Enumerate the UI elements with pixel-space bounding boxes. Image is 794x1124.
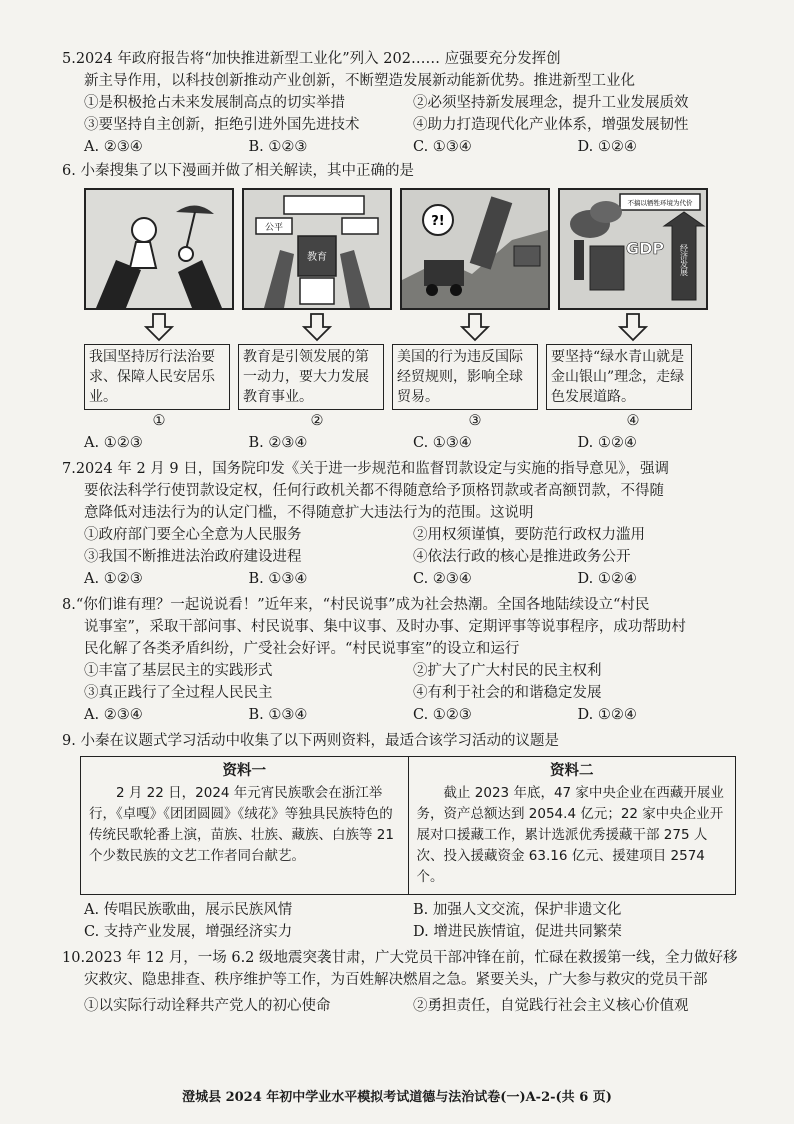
question-9 [62, 730, 742, 943]
q8-line-2: 说事室”，采取干部问事、村民说事、集中议事、及时办事、定期评事等说事程序，成功帮助村 [84, 619, 686, 635]
q7-option-c: C. ②③④ [413, 571, 472, 587]
q8-option-b: B. ①③④ [248, 707, 308, 723]
material-1-body: 2 月 22 日，2024 年元宵民族歌会在浙江举行，《卓嘎》《团团圆圆》《绒花》等独具民族特色的传统民歌轮番上演，苗族、壮族、藏族、白族等 21 个少数民族的文艺工作者同台献艺。 [89, 785, 394, 864]
q9-option-c: C. 支持产业发展，增强经济实力 [84, 924, 293, 940]
q7-statement-2: ②用权须谨慎，要防范行政权力滥用 [413, 527, 645, 543]
q10-statement-1: ①以实际行动诠释共产党人的初心使命 [84, 998, 331, 1014]
q9-stem: 9. 小秦在议题式学习活动中收集了以下两则资料，最适合该学习活动的议题是 [62, 733, 559, 749]
q8-statement-2: ②扩大了广大村民的民主权利 [413, 663, 602, 679]
q8-statement-3: ③真正践行了全过程人民民主 [84, 685, 273, 701]
q10-statement-2: ②勇担责任，自觉践行社会主义核心价值观 [413, 998, 689, 1014]
caption-number-3: ③ [468, 413, 482, 429]
material-2 [408, 757, 736, 895]
q7-statement-3: ③我国不断推进法治政府建设进程 [84, 549, 302, 565]
cartoon-caption-2: 教育是引领发展的第一动力，要大力发展教育事业。 [238, 344, 384, 410]
q5-statement-1: ①是积极抢占未来发展制高点的切实举措 [84, 95, 345, 111]
caption-number-1: ① [152, 413, 166, 429]
arrow-row [62, 310, 742, 344]
q7-line-2: 要依法科学行使罚款设定权，任何行政机关都不得随意给予顶格罚款或者高额罚款，不得随 [84, 483, 664, 499]
down-arrow-icon [144, 312, 174, 342]
question-8 [62, 594, 742, 726]
q5-option-c: C. ①③④ [413, 139, 472, 155]
q6-option-b: B. ②③④ [248, 435, 308, 451]
q5-option-d: D. ①②④ [577, 139, 637, 155]
q8-statement-1: ①丰富了基层民主的实践形式 [84, 663, 273, 679]
q7-option-b: B. ①③④ [248, 571, 308, 587]
cartoon-4-sign-label: 不搞以牺牲环境为代价 [627, 199, 693, 207]
q5-statement-4: ④助力打造现代化产业体系，增强发展韧性 [413, 117, 689, 133]
q6-option-a: A. ①②③ [84, 435, 143, 451]
material-1 [81, 757, 409, 895]
cartoon-caption-3: 美国的行为违反国际经贸规则，影响全球贸易。 [392, 344, 538, 410]
q5-line-1: 5.2024 年政府报告将“加快推进新型工业化”列入 202…… 应强要充分发挥创 [62, 51, 561, 67]
q6-option-c: C. ①③④ [413, 435, 472, 451]
q8-line-3: 民化解了各类矛盾纠纷，广受社会好评。“村民说事室”的设立和运行 [84, 641, 520, 657]
q8-option-d: D. ①②④ [577, 707, 637, 723]
question-10 [62, 947, 742, 1017]
cartoon-3-image [400, 188, 550, 310]
cartoon-4-economy-label: 经济发展 [679, 244, 689, 276]
q7-option-d: D. ①②④ [577, 571, 637, 587]
material-1-title: 资料一 [222, 763, 266, 779]
cartoon-2-image [242, 188, 392, 310]
q6-stem: 6. 小秦搜集了以下漫画并做了相关解读，其中正确的是 [62, 163, 414, 179]
q9-option-a: A. 传唱民族歌曲，展示民族风情 [84, 902, 293, 918]
question-6 [62, 160, 742, 454]
caption-number-2: ② [310, 413, 324, 429]
q9-option-b: B. 加强人文交流，保护非遗文化 [413, 902, 622, 918]
q7-line-1: 7.2024 年 2 月 9 日，国务院印发《关于进一步规范和监督罚款设定与实施的指导意见》，强调 [62, 461, 669, 477]
q8-line-1: 8.“你们谁有理？一起说说看！”近年来，“村民说事”成为社会热潮。全国各地陆续设立“村民 [62, 597, 650, 613]
page-footer: 澄城县 2024 年初中学业水平模拟考试道德与法治试卷(一)A-2-(共 6 页) [182, 1090, 612, 1105]
cartoon-2-fair-label: 公平 [264, 223, 284, 233]
cartoon-row [62, 188, 742, 310]
cartoon-2-education-label: 教育 [307, 252, 327, 263]
q7-option-a: A. ①②③ [84, 571, 143, 587]
q5-option-b: B. ①②③ [248, 139, 308, 155]
down-arrow-icon [618, 312, 648, 342]
q9-option-d: D. 增进民族情谊，促进共同繁荣 [413, 924, 622, 940]
q7-line-3: 意降低对违法行为的认定门槛，不得随意扩大违法行为的范围。这说明 [84, 505, 534, 521]
material-2-title: 资料二 [550, 763, 594, 779]
cartoon-caption-1: 我国坚持厉行法治要求、保障人民安居乐业。 [84, 344, 230, 410]
cartoon-1-image [84, 188, 234, 310]
q5-line-2: 新主导作用，以科技创新推动产业创新，不断塑造发展新动能新优势。推进新型工业化 [84, 73, 635, 89]
q8-option-c: C. ①②③ [413, 707, 472, 723]
down-arrow-icon [302, 312, 332, 342]
material-2-body: 截止 2023 年底，47 家中央企业在西藏开展业务，资产总额达到 2054.4 亿元；22 家中央企业开展对口援藏工作，累计选派优秀援藏干部 275 人次、投入援藏资金 63.16 亿元、援建项目 2574 个。 [416, 785, 724, 885]
q6-option-d: D. ①②④ [577, 435, 637, 451]
q5-statement-2: ②必须坚持新发展理念，提升工业发展质效 [413, 95, 689, 111]
q7-statement-4: ④依法行政的核心是推进政务公开 [413, 549, 631, 565]
caption-number-4: ④ [626, 413, 640, 429]
q10-text: 10.2023 年 12 月，一场 6.2 级地震突袭甘肃，广大党员干部冲锋在前，忙碌在救援第一线，全力做好移灾救灾、隐患排查、秩序维护等工作，为百姓解决燃眉之急。紧要关头，广大参与救灾的党员干部 [62, 950, 738, 988]
down-arrow-icon [460, 312, 490, 342]
q5-option-a: A. ②③④ [84, 139, 143, 155]
materials-table [80, 756, 736, 895]
q8-statement-4: ④有利于社会的和谐稳定发展 [413, 685, 602, 701]
cartoon-4-image [558, 188, 708, 310]
question-5 [62, 48, 742, 158]
question-7 [62, 458, 742, 590]
cartoon-caption-4: 要坚持“绿水青山就是金山银山”理念，走绿色发展道路。 [546, 344, 692, 410]
cartoon-4-gdp-label: GDP [626, 239, 665, 258]
q7-statement-1: ①政府部门要全心全意为人民服务 [84, 527, 302, 543]
exam-page [62, 46, 742, 1017]
caption-row [62, 344, 742, 410]
svg-text:?!: ?! [431, 214, 445, 229]
q8-option-a: A. ②③④ [84, 707, 143, 723]
caption-number-row [62, 410, 742, 432]
q5-statement-3: ③要坚持自主创新，拒绝引进外国先进技术 [84, 117, 360, 133]
